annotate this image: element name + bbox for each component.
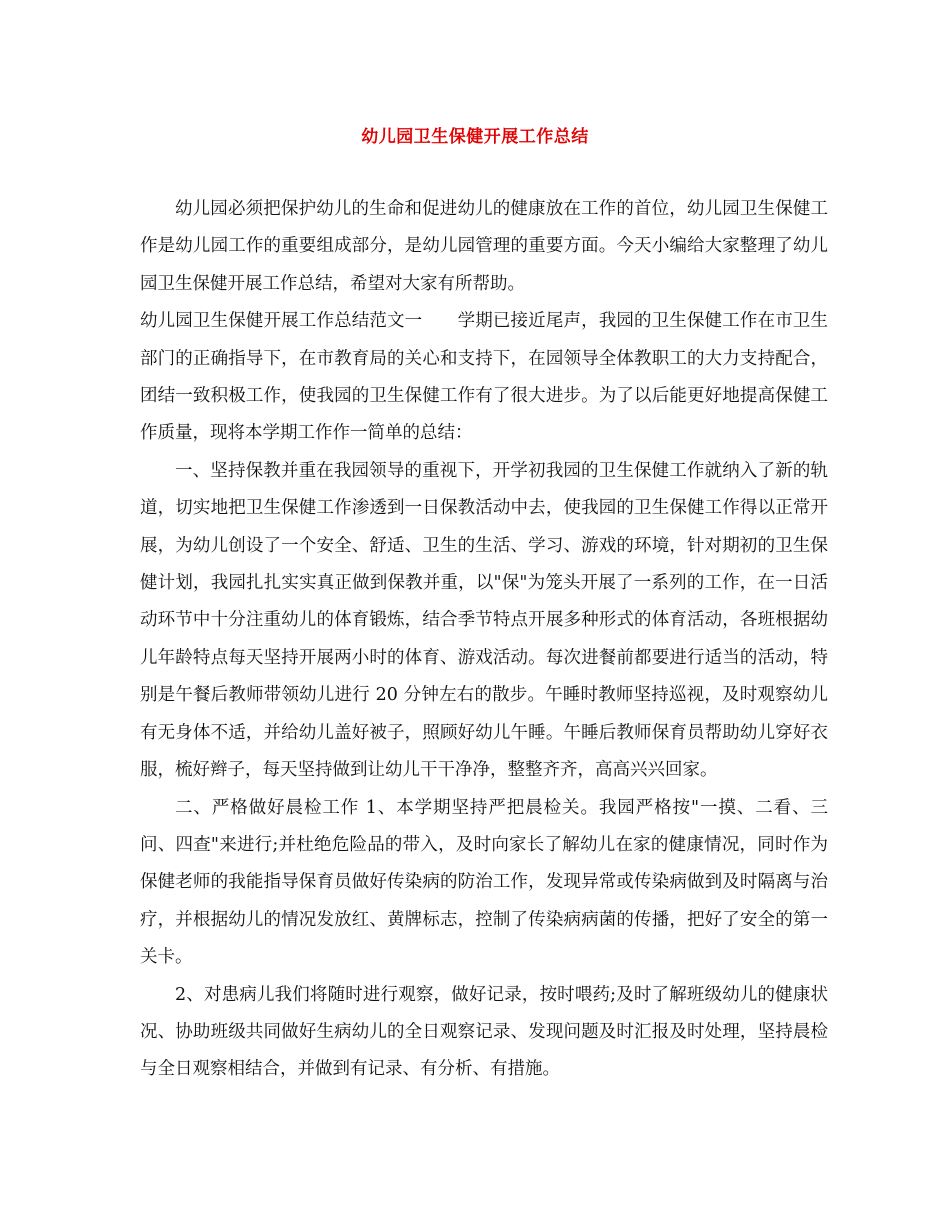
paragraph-sample-one: 幼儿园卫生保健开展工作总结范文一 学期已接近尾声，我园的卫生保健工作在市卫生部门的正确指导下，在市教育局的关心和支持下，在园领导全体教职工的大力支持配合，团结一致积极工作，使我园的卫生保健工作有了很大进步。为了以后能更好地提高保健工作质量，现将本学期工作作一简单的总结：: [140, 311, 828, 444]
paragraph-section-two-item-two: 2、对患病儿我们将随时进行观察，做好记录，按时喂药;及时了解班级幼儿的健康状况、协助班级共同做好生病幼儿的全日观察记录、发现问题及时汇报及时处理，坚持晨检与全日观察相结合，并做到有记录、有分析、有措施。: [140, 984, 828, 1080]
document-body: [140, 191, 828, 1089]
document-title: 幼儿园卫生保健开展工作总结: [361, 127, 589, 147]
paragraph-intro: 幼儿园必须把保护幼儿的生命和促进幼儿的健康放在工作的首位，幼儿园卫生保健工作是幼儿园工作的重要组成部分，是幼儿园管理的重要方面。今天小编给大家整理了幼儿园卫生保健开展工作总结，希望对大家有所帮助。: [140, 199, 828, 294]
paragraph-section-two: 二、严格做好晨检工作 1、本学期坚持严把晨检关。我园严格按"一摸、二看、三问、四查"来进行;并杜绝危险品的带入，及时向家长了解幼儿在家的健康情况，同时作为保健老师的我能指导保育员做好传染病的防治工作，发现异常或传染病做到及时隔离与治疗，并根据幼儿的情况发放红、黄牌标志，控制了传染病病菌的传播，把好了安全的第一关卡。: [140, 797, 828, 968]
paragraph-section-one: 一、坚持保教并重在我园领导的重视下，开学初我园的卫生保健工作就纳入了新的轨道，切实地把卫生保健工作渗透到一日保教活动中去，使我园的卫生保健工作得以正常开展，为幼儿创设了一个安全、舒适、卫生的生活、学习、游戏的环境，针对期初的卫生保健计划，我园扎扎实实真正做到保教并重，以"保"为笼头开展了一系列的工作，在一日活动环节中十分注重幼儿的体育锻炼，结合季节特点开展多种形式的体育活动，各班根据幼儿年龄特点每天坚持开展两小时的体育、游戏活动。每次进餐前都要进行适当的活动，特别是午餐后教师带领幼儿进行 20 分钟左右的散步。午睡时教师坚持巡视，及时观察幼儿有无身体不适，并给幼儿盖好被子，照顾好幼儿午睡。午睡后教师保育员帮助幼儿穿好衣服，梳好辫子，每天坚持做到让幼儿干干净净，整整齐齐，高高兴兴回家。: [140, 460, 828, 781]
